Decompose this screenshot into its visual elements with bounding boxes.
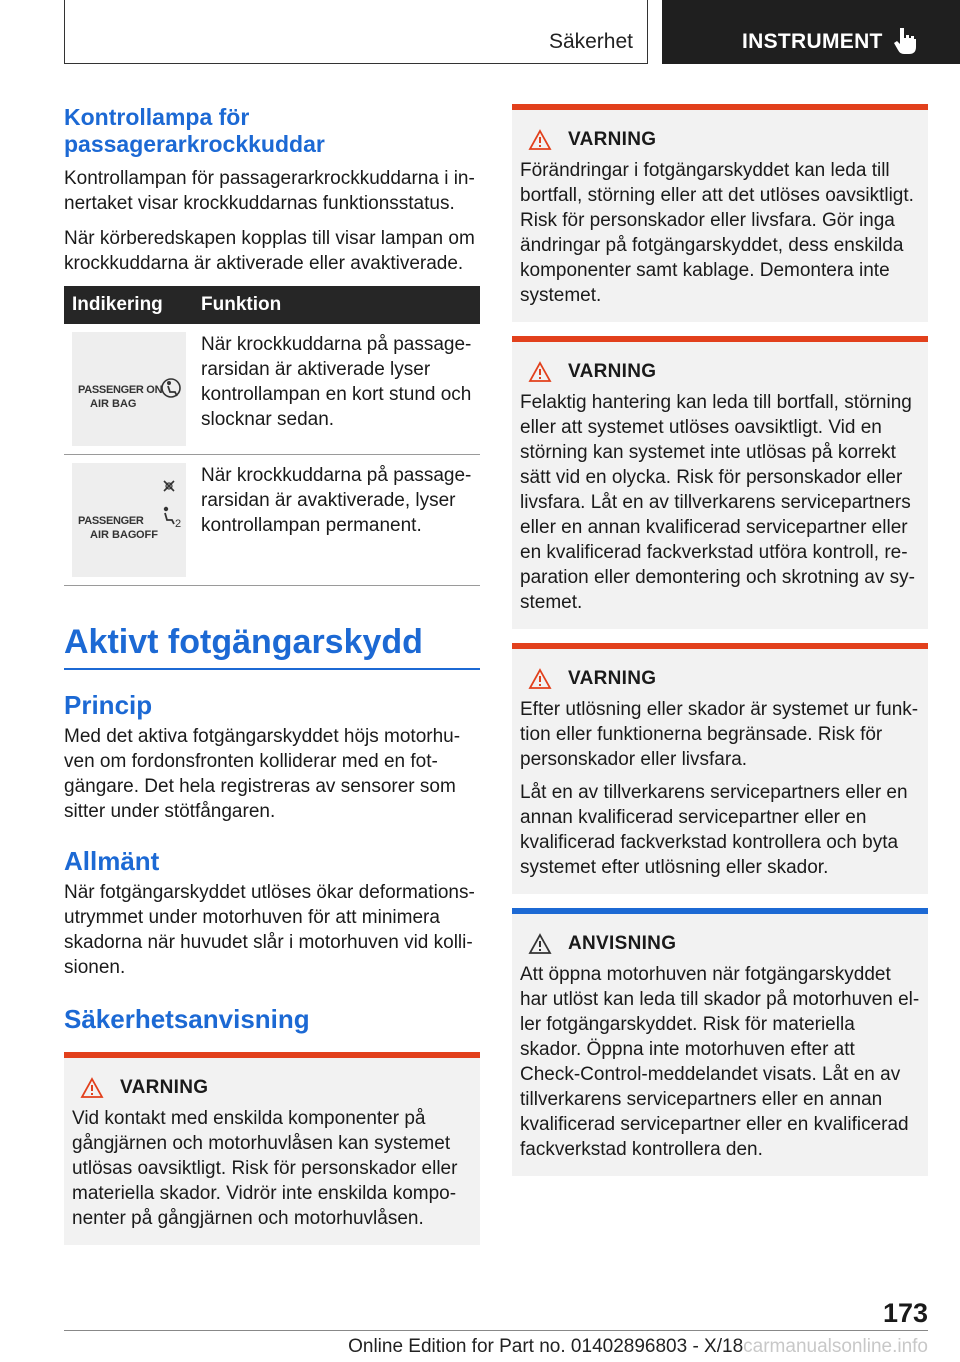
left-column (64, 104, 480, 1259)
footer-edition: Online Edition for Part no. 01402896803 - X/18 (348, 1336, 744, 1357)
airbag-on-lamp (72, 332, 186, 446)
function-cell: När krockkuddarna på passagerarsidan är avaktiverade, lyser kontrollampan permanent. (193, 455, 480, 586)
warning-text: Låt en av tillverkarens servicepartners eller en annan kvalificerad servicepartner eller en kvalificerad fackverkstad kontrollera och byta systemet efter utlösning eller skador. (520, 782, 908, 878)
warning-triangle-icon (80, 1077, 104, 1099)
function-cell: När krockkuddarna på passagerarsidan är aktiverade lyser kontrollampan en kort stund och slocknar sedan. (193, 324, 480, 455)
notice-label: ANVISNING (568, 933, 677, 954)
table-header-indikering: Indikering (64, 286, 193, 324)
svg-text:2: 2 (175, 518, 182, 530)
seated-passenger-off-icon (158, 479, 184, 537)
footer (348, 1336, 928, 1358)
warning-text: Efter utlösning eller skador är systemet ur funktion eller funktionerna begränsade. Risk för personskador eller livsfara. (520, 699, 919, 770)
warning-label: VARNING (568, 361, 657, 382)
indicator-table (64, 286, 480, 586)
notice-box (512, 908, 928, 1176)
general-heading: Allmänt (64, 846, 160, 876)
page-number: 173 (882, 1298, 928, 1328)
warning-box (512, 643, 928, 894)
lamp-label: PASSENGER (78, 515, 144, 527)
general-text: När fotgängarskyddet utlöses ökar deformationsutrymmet under motorhuven för att minimera skadorna när huvudet slår i motorhuven vid kollisionen. (64, 882, 475, 978)
principle-text: Med det aktiva fotgängarskyddet höjs motorhuven om fordonsfronten kolliderar med en fotgängare. Det hela registreras av sensorer som sitter under stötfångaren. (64, 726, 461, 822)
section-title: Säkerhet (548, 30, 633, 53)
lamp-label: AIR BAG (90, 529, 137, 541)
warning-text: Felaktig hantering kan leda till bortfall, störning eller att systemet utlöses oavsiktligt. Vid en störning kan systemet inte utlösas på korrekt sätt vid en olycka. Risk för personskador eller livsfara. Låt en av tillverkarens servicepartners eller en annan kvalificerad servicepartner eller en kvalificerad fackverkstad utföra kontroll, reparation eller demontering och skrotning av systemet. (520, 392, 915, 613)
warning-label: VARNING (120, 1077, 209, 1098)
lamp-label: OFF (136, 529, 158, 541)
lamp-paragraph-1: Kontrollampan för passagerarkrockkuddarna i innertaket visar krockkuddarnas funktionsstatus. (64, 168, 475, 214)
warning-text: Förändringar i fotgängarskyddet kan leda till bortfall, störning eller att det utlöses oavsiktligt. Risk för personskador eller livsfara. Gör inga ändringar på fotgängarskyddet, dess enskilda komponenter samt kablage. Demontera inte systemet. (520, 160, 914, 306)
header-section-box (64, 0, 648, 64)
warning-triangle-icon (528, 129, 552, 151)
warning-triangle-icon (528, 361, 552, 383)
table-row (64, 455, 480, 586)
notice-text: Att öppna motorhuven när fotgängarskyddet har utlöst kan leda till skador på motorhuven eller fotgängarskyddet. Risk för materiella skador. Öppna inte motorhuven efter att Check-Control-meddelandet visats. Låt en av tillverkarens servicepartners eller en annan kvalificerad servicepartner eller en kvalificerad fackverkstad kontrollera den. (520, 964, 920, 1160)
warning-box (64, 1052, 480, 1245)
header-chapter-tab[interactable] (662, 0, 960, 64)
warning-label: VARNING (568, 129, 657, 150)
principle-heading: Princip (64, 690, 153, 720)
table-header-funktion: Funktion (193, 286, 480, 324)
warning-triangle-icon (528, 668, 552, 690)
indicator-cell (64, 324, 193, 455)
warning-box (512, 336, 928, 629)
footer-divider (64, 1330, 928, 1331)
warning-label: VARNING (568, 668, 657, 689)
lamp-label: AIR BAG (90, 398, 137, 410)
table-row (64, 324, 480, 455)
indicator-cell (64, 455, 193, 586)
safety-heading: Säkerhetsanvisning (64, 1004, 310, 1034)
lamp-heading: Kontrollampa för passagerarkrockkuddar (64, 104, 325, 157)
main-heading: Aktivt fotgängarskydd (64, 622, 480, 670)
footer-site[interactable]: carmanualsonline.info (743, 1336, 928, 1357)
notice-triangle-icon (528, 933, 552, 955)
warning-box (512, 104, 928, 322)
lamp-paragraph-2: När körberedskapen kopplas till visar lampan om krockkuddarna är aktiverade eller avaktiverade. (64, 228, 475, 274)
chapter-title: INSTRUMENT (742, 30, 883, 53)
seated-passenger-icon (160, 376, 182, 400)
warning-text: Vid kontakt med enskilda komponenter på gångjärnen och motorhuvlåsen kan systemet utlösas oavsiktligt. Risk för personskador eller materiella skador. Vidrör inte enskilda komponenter på gångjärnen och motorhuvlåsen. (72, 1108, 458, 1229)
lamp-label: PASSENGER ON (78, 384, 163, 396)
right-column (512, 104, 928, 1190)
hand-pointer-icon (894, 26, 920, 54)
airbag-off-lamp (72, 463, 186, 577)
